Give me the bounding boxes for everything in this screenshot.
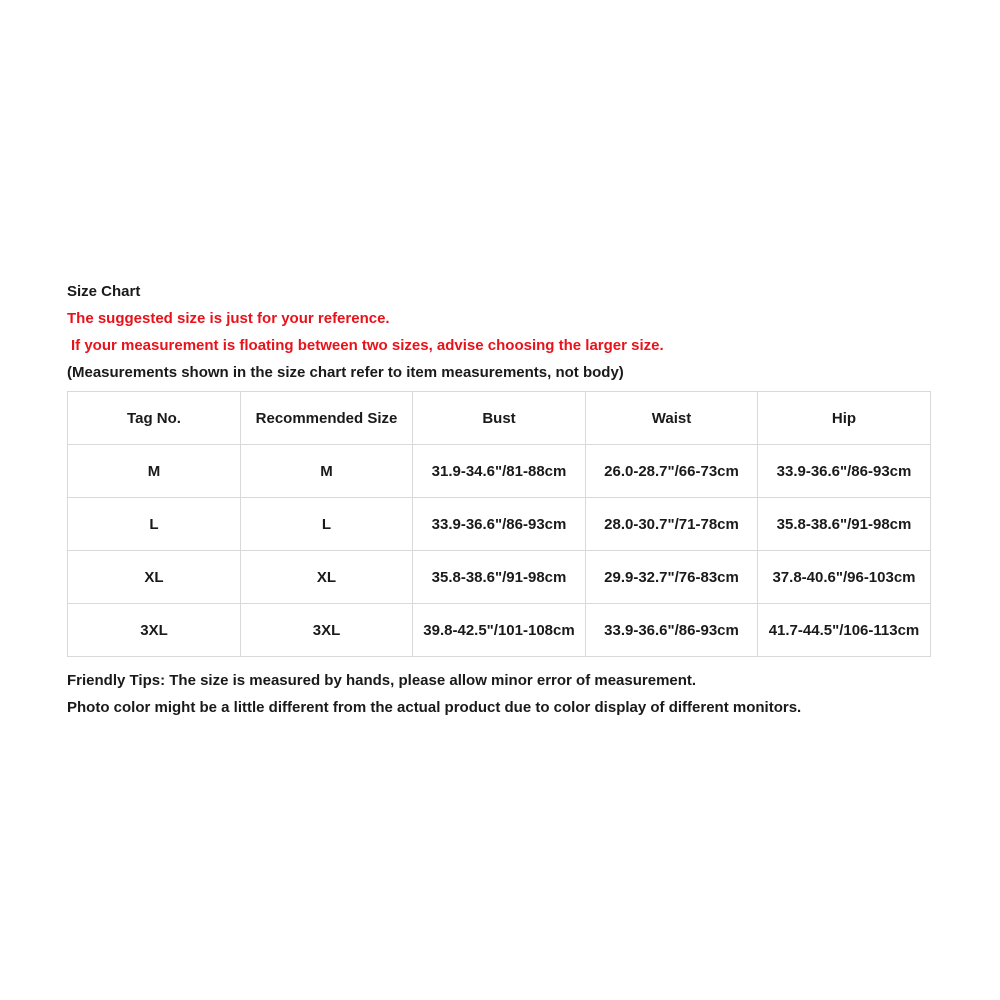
table-row bbox=[68, 604, 931, 657]
cell-bust: 39.8-42.5"/101-108cm bbox=[413, 604, 586, 657]
cell-recommended-size: L bbox=[241, 498, 413, 551]
cell-recommended-size: M bbox=[241, 445, 413, 498]
cell-bust: 31.9-34.6"/81-88cm bbox=[413, 445, 586, 498]
cell-hip: 35.8-38.6"/91-98cm bbox=[758, 498, 931, 551]
cell-waist: 33.9-36.6"/86-93cm bbox=[586, 604, 758, 657]
sizing-advice-notice: If your measurement is floating between two sizes, advise choosing the larger size. bbox=[71, 337, 664, 354]
table-row bbox=[68, 498, 931, 551]
size-chart-title: Size Chart bbox=[67, 283, 141, 300]
table-header-row bbox=[68, 392, 931, 445]
table-row bbox=[68, 445, 931, 498]
size-table bbox=[67, 391, 931, 657]
cell-tag-no: M bbox=[68, 445, 241, 498]
measurement-note: (Measurements shown in the size chart refer to item measurements, not body) bbox=[67, 364, 624, 381]
cell-hip: 33.9-36.6"/86-93cm bbox=[758, 445, 931, 498]
cell-bust: 35.8-38.6"/91-98cm bbox=[413, 551, 586, 604]
cell-bust: 33.9-36.6"/86-93cm bbox=[413, 498, 586, 551]
reference-notice: The suggested size is just for your reference. bbox=[67, 310, 390, 327]
header-waist: Waist bbox=[586, 392, 758, 445]
cell-recommended-size: XL bbox=[241, 551, 413, 604]
cell-tag-no: L bbox=[68, 498, 241, 551]
header-recommended-size: Recommended Size bbox=[241, 392, 413, 445]
friendly-tip: Friendly Tips: The size is measured by hands, please allow minor error of measurement. bbox=[67, 672, 697, 689]
cell-tag-no: 3XL bbox=[68, 604, 241, 657]
cell-hip: 41.7-44.5"/106-113cm bbox=[758, 604, 931, 657]
table-row bbox=[68, 551, 931, 604]
cell-tag-no: XL bbox=[68, 551, 241, 604]
cell-waist: 29.9-32.7"/76-83cm bbox=[586, 551, 758, 604]
photo-color-note: Photo color might be a little different from the actual product due to color display of different monitors. bbox=[67, 699, 802, 716]
header-hip: Hip bbox=[758, 392, 931, 445]
cell-waist: 28.0-30.7"/71-78cm bbox=[586, 498, 758, 551]
cell-recommended-size: 3XL bbox=[241, 604, 413, 657]
header-bust: Bust bbox=[413, 392, 586, 445]
header-tag-no: Tag No. bbox=[68, 392, 241, 445]
cell-hip: 37.8-40.6"/96-103cm bbox=[758, 551, 931, 604]
cell-waist: 26.0-28.7"/66-73cm bbox=[586, 445, 758, 498]
